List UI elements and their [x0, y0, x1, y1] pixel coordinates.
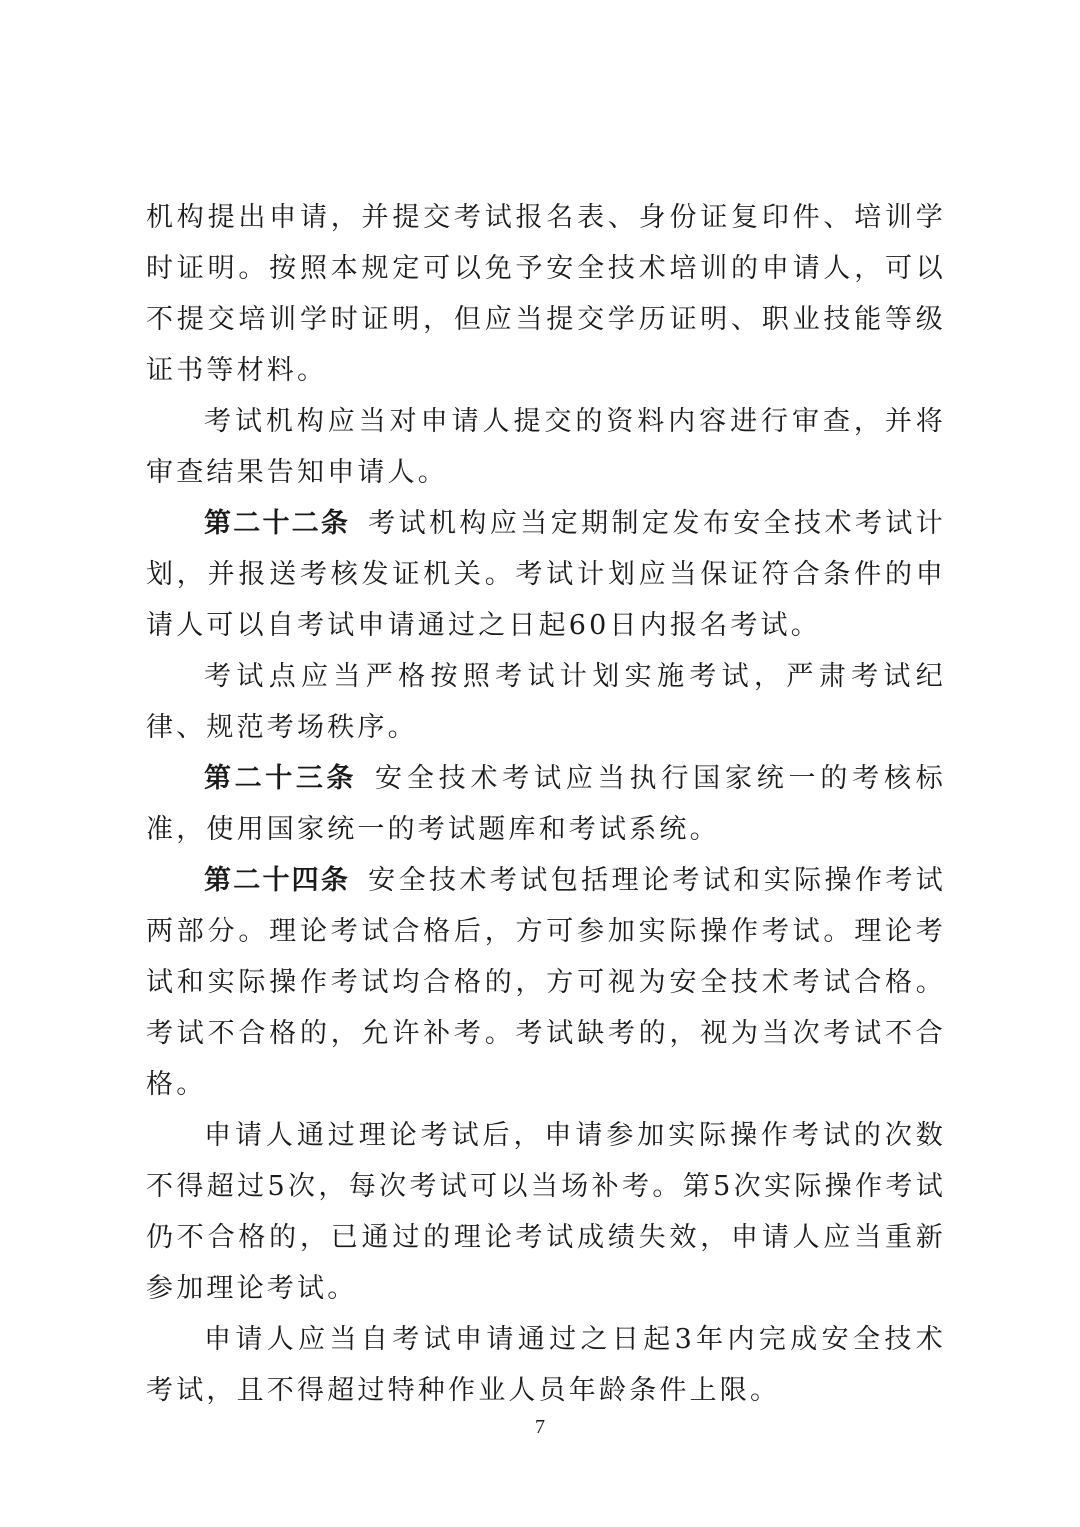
article-22 — [146, 498, 946, 651]
document-body — [146, 192, 946, 1416]
paragraph-text: 申请人应当自考试申请通过之日起3年内完成安全技术考试，且不得超过特种作业人员年龄条件上限。 — [146, 1324, 946, 1406]
article-number: 第二十二条 — [204, 508, 351, 539]
paragraph-review — [146, 396, 946, 498]
paragraph-text: 考试机构应当定期制定发布安全技术考试计划，并报送考核发证机关。考试计划应当保证符合条件的申请人可以自考试申请通过之日起60日内报名考试。 — [146, 508, 946, 641]
paragraph-text: 安全技术考试包括理论考试和实际操作考试两部分。理论考试合格后，方可参加实际操作考试。理论考试和实际操作考试均合格的，方可视为安全技术考试合格。考试不合格的，允许补考。考试缺考的，视为当次考试不合格。 — [146, 865, 946, 1100]
paragraph-time-limit — [146, 1314, 946, 1416]
article-number: 第二十三条 — [204, 763, 358, 794]
paragraph-application-materials — [146, 192, 946, 396]
paragraph-text: 安全技术考试应当执行国家统一的考核标准，使用国家统一的考试题库和考试系统。 — [146, 763, 946, 845]
article-24 — [146, 855, 946, 1110]
paragraph-text: 考试机构应当对申请人提交的资料内容进行审查，并将审查结果告知申请人。 — [146, 406, 946, 488]
paragraph-text: 机构提出申请，并提交考试报名表、身份证复印件、培训学时证明。按照本规定可以免予安全技术培训的申请人，可以不提交培训学时证明，但应当提交学历证明、职业技能等级证书等材料。 — [146, 202, 946, 386]
page-number: 7 — [535, 1416, 545, 1438]
paragraph-retake-limit — [146, 1110, 946, 1314]
paragraph-text: 考试点应当严格按照考试计划实施考试，严肃考试纪律、规范考场秩序。 — [146, 661, 946, 743]
paragraph-exam-site — [146, 651, 946, 753]
article-23 — [146, 753, 946, 855]
article-number: 第二十四条 — [204, 865, 351, 896]
paragraph-text: 申请人通过理论考试后，申请参加实际操作考试的次数不得超过5次，每次考试可以当场补考。第5次实际操作考试仍不合格的，已通过的理论考试成绩失效，申请人应当重新参加理论考试。 — [146, 1120, 946, 1304]
